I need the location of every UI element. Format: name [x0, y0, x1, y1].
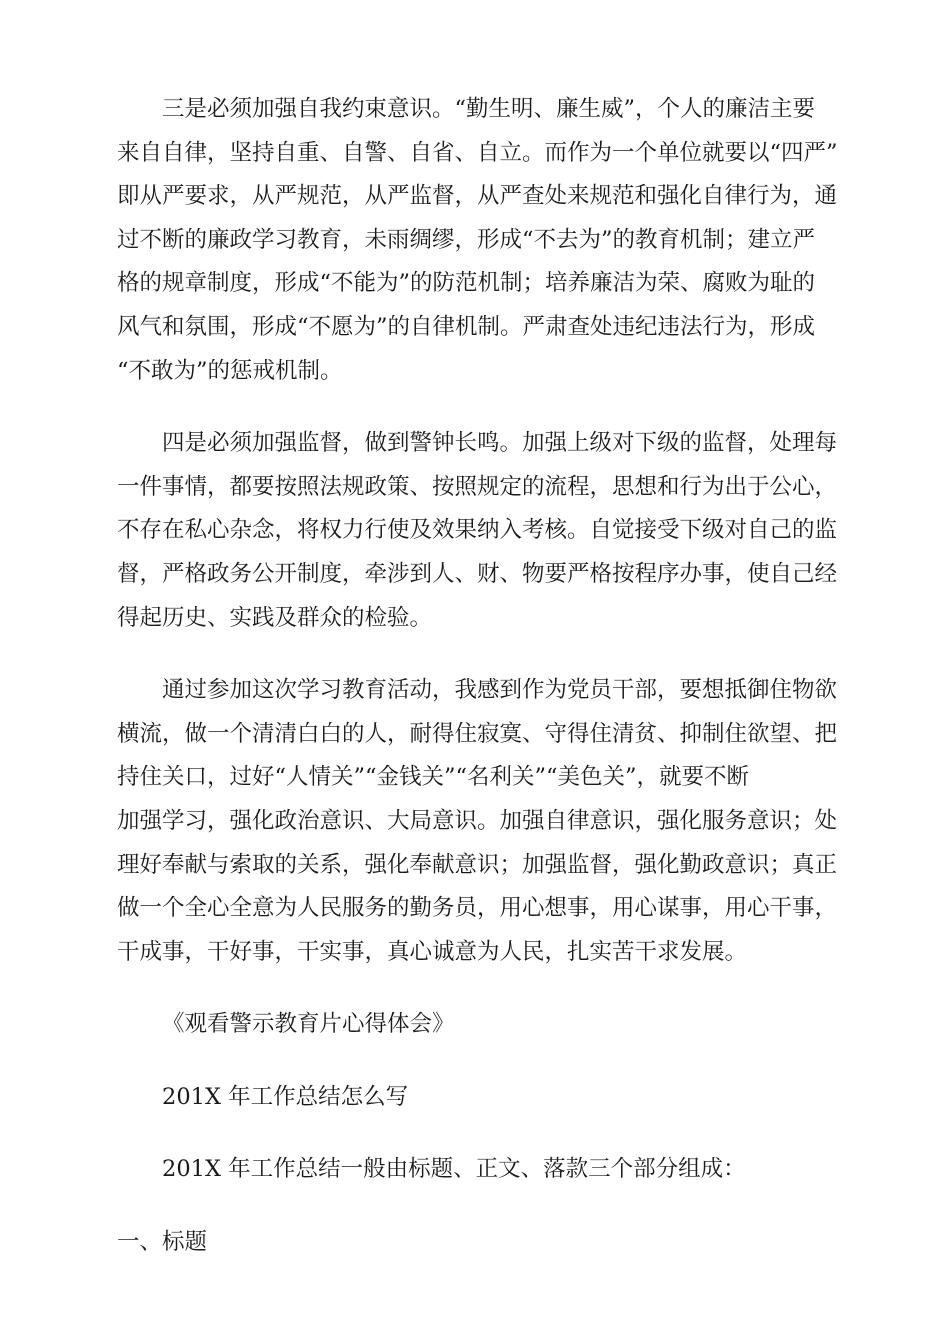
text-line: 四是必须加强监督，做到警钟长鸣。加强上级对下级的监督，处理每 — [162, 430, 838, 457]
intro-line: 201X 年工作总结一般由标题、正文、落款三个部分组成： — [162, 1156, 746, 1183]
paragraph-conclusion — [117, 669, 838, 974]
paragraph-spacer — [117, 1047, 835, 1076]
text-line: 干成事，干好事，干实事，真心诚意为人民，扎实苦干求发展。 — [117, 938, 748, 965]
subtitle-line: 201X 年工作总结怎么写 — [162, 1083, 409, 1110]
text-line: 来自自律，坚持自重、自警、自省、自立。而作为一个单位就要以“四严” — [117, 139, 838, 166]
text-line: 做一个全心全意为人民服务的勤务员，用心想事，用心谋事，用心干事， — [117, 895, 838, 922]
text-line: 横流，做一个清清白白的人，耐得住寂寞、守得住清贫、抑制住欲望、把 — [117, 720, 838, 747]
text-line: 得起历史、实践及群众的检验。 — [117, 604, 433, 631]
text-line: 过不断的廉政学习教育，未雨绸缪，形成“不去为”的教育机制；建立严 — [117, 226, 816, 253]
document-page — [117, 88, 838, 1265]
paragraph-self-discipline — [117, 88, 838, 393]
text-line: 即从严要求，从严规范，从严监督，从严查处来规范和强化自律行为，通 — [117, 183, 838, 210]
text-line: 理好奉献与索取的关系，强化奉献意识；加强监督，强化勤政意识；真正 — [117, 851, 838, 878]
text-line: 一件事情，都要按照法规政策、按照规定的流程，思想和行为出于公心， — [117, 473, 838, 500]
paragraph-spacer — [117, 640, 835, 669]
text-line: 格的规章制度，形成“不能为”的防范机制；培养廉洁为荣、腐败为耻的 — [117, 270, 816, 297]
paragraph-spacer — [117, 1119, 835, 1148]
text-line: 持住关口，过好“人情关”“金钱关”“名利关”“美色关”，就要不断 — [117, 764, 750, 791]
paragraph-supervision — [117, 422, 838, 640]
text-line: 不存在私心杂念，将权力行使及效果纳入考核。自觉接受下级对自己的监 — [117, 517, 838, 544]
text-line: 通过参加这次学习教育活动，我感到作为党员干部，要想抵御住物欲 — [162, 677, 838, 704]
paragraph-spacer — [117, 393, 835, 422]
text-line: “不敢为”的惩戒机制。 — [117, 357, 343, 384]
paragraph-spacer — [117, 1192, 835, 1221]
text-line: 三是必须加强自我约束意识。“勤生明、廉生威”，个人的廉洁主要 — [162, 96, 816, 122]
text-line: 加强学习，强化政治意识、大局意识。加强自律意识，强化服务意识；处 — [117, 807, 838, 834]
section-heading: 一、标题 — [117, 1229, 208, 1256]
text-line: 风气和氛围，形成“不愿为”的自律机制。严肃查处违纪违法行为，形成 — [117, 313, 816, 340]
text-line: 督，严格政务公开制度，牵涉到人、财、物要严格按程序办事，使自己经 — [117, 560, 838, 587]
document-title-line: 《观看警示教育片心得体会》 — [162, 1011, 455, 1038]
paragraph-spacer — [117, 974, 835, 1003]
